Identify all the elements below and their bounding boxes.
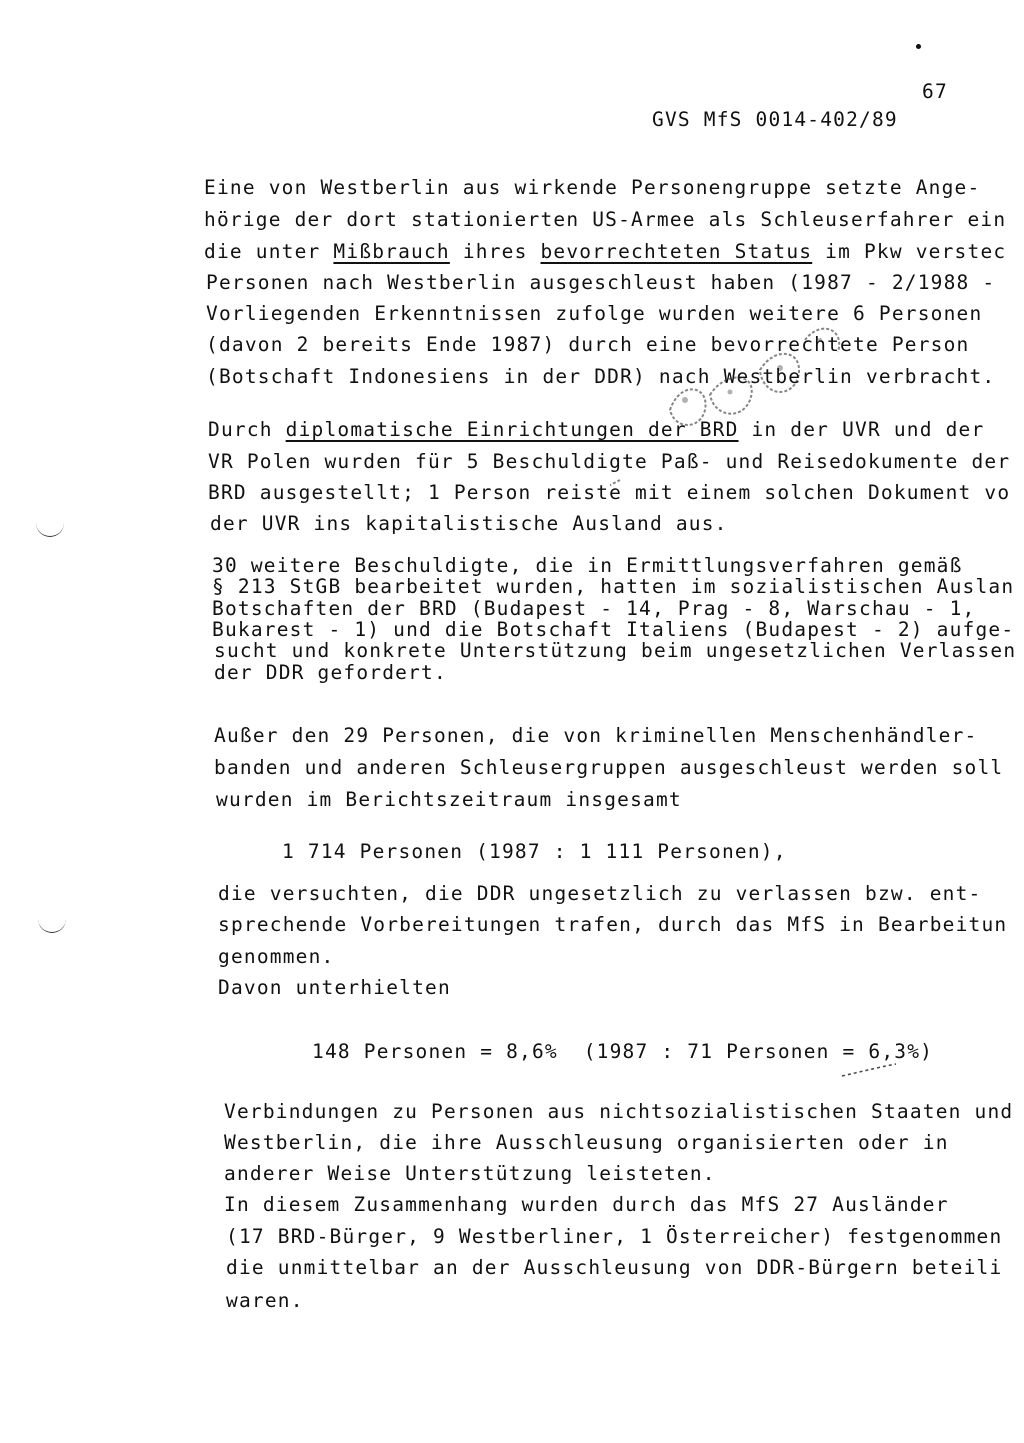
paragraph2-line: BRD ausgestellt; 1 Person reiste mit einem solchen Dokument vo	[208, 481, 1011, 504]
statistic-line: 1 714 Personen (1987 : 1 111 Personen),	[282, 840, 787, 863]
underlined-term: bevorrechteten Status	[540, 240, 813, 263]
paragraph6-line: waren.	[226, 1289, 304, 1312]
paragraph3-line: der DDR gefordert.	[214, 661, 447, 684]
underlined-term: diplomatische Einrichtungen der BRD	[285, 418, 739, 441]
paragraph1-line: (davon 2 bereits Ende 1987) durch eine bevorrechtete Person	[206, 333, 970, 356]
faded-stamp-mark	[610, 300, 910, 560]
paragraph6-line: anderer Weise Unterstützung leisteten.	[224, 1162, 716, 1185]
paragraph5-line: Davon unterhielten	[218, 976, 451, 999]
paragraph1-line: Personen nach Westberlin ausgeschleust haben (1987 - 2/1988 -	[206, 271, 996, 294]
paragraph2-line: der UVR ins kapitalistische Ausland aus.	[210, 512, 728, 535]
punch-hole-mark	[36, 522, 64, 537]
page-number: 67	[922, 80, 948, 103]
stray-dot	[916, 44, 921, 49]
paragraph1-line: hörige der dort stationierten US-Armee als Schleuserfahrer ein	[204, 208, 1007, 231]
paragraph6-line: (17 BRD-Bürger, 9 Westberliner, 1 Österreicher) festgenommen	[226, 1225, 1003, 1248]
paragraph5-line: sprechende Vorbereitungen trafen, durch das MfS in Bearbeitun	[218, 913, 1008, 936]
punch-hole-mark	[38, 918, 66, 933]
paragraph3-line: Botschaften der BRD (Budapest - 14, Prag - 8, Warschau - 1,	[212, 597, 976, 620]
paragraph4-line: banden und anderen Schleusergruppen ausgeschleust werden soll	[214, 756, 1004, 779]
paragraph3-line: sucht und konkrete Unterstützung beim ungesetzlichen Verlassen	[214, 639, 1017, 662]
paragraph6-line: die unmittelbar an der Ausschleusung von DDR-Bürgern beteili	[226, 1256, 1003, 1279]
pen-scratch-mark	[840, 1060, 900, 1080]
paragraph1-line: die unter Mißbrauch ihres bevorrechteten Status im Pkw verstec	[204, 240, 1007, 263]
paragraph5-line: genommen.	[218, 945, 335, 968]
paragraph3-line: 30 weitere Beschuldigte, die in Ermittlungsverfahren gemäß	[212, 554, 963, 577]
paragraph4-line: Außer den 29 Personen, die von kriminellen Menschenhändler-	[214, 724, 978, 747]
paragraph6-line: Westberlin, die ihre Ausschleusung organisierten oder in	[224, 1131, 949, 1154]
paragraph1-line: Eine von Westberlin aus wirkende Personengruppe setzte Ange-	[204, 176, 981, 199]
paragraph6-line: Verbindungen zu Personen aus nichtsozialistischen Staaten und	[224, 1100, 1014, 1123]
paragraph3-line: § 213 StGB bearbeitet wurden, hatten im sozialistischen Auslan	[212, 575, 1015, 598]
document-reference: GVS MfS 0014-402/89	[652, 108, 898, 131]
statistic-line: 148 Personen = 8,6% (1987 : 71 Personen = 6,3%)	[312, 1040, 934, 1063]
paragraph3-line: Bukarest - 1) und die Botschaft Italiens (Budapest - 2) aufge-	[212, 618, 1015, 641]
underlined-term: Mißbrauch	[333, 240, 450, 263]
paragraph1-line: Vorliegenden Erkenntnissen zufolge wurden weitere 6 Personen	[206, 302, 983, 325]
paragraph6-line: In diesem Zusammenhang wurden durch das MfS 27 Ausländer	[224, 1193, 949, 1216]
paragraph2-line: Durch diplomatische Einrichtungen der BRD in der UVR und der	[208, 418, 985, 441]
paragraph5-line: die versuchten, die DDR ungesetzlich zu verlassen bzw. ent-	[218, 882, 982, 905]
paragraph1-line: (Botschaft Indonesiens in der DDR) nach Westberlin verbracht.	[206, 365, 996, 388]
paragraph4-line: wurden im Berichtszeitraum insgesamt	[216, 788, 682, 811]
paragraph2-line: VR Polen wurden für 5 Beschuldigte Paß- und Reisedokumente der	[208, 450, 1011, 473]
